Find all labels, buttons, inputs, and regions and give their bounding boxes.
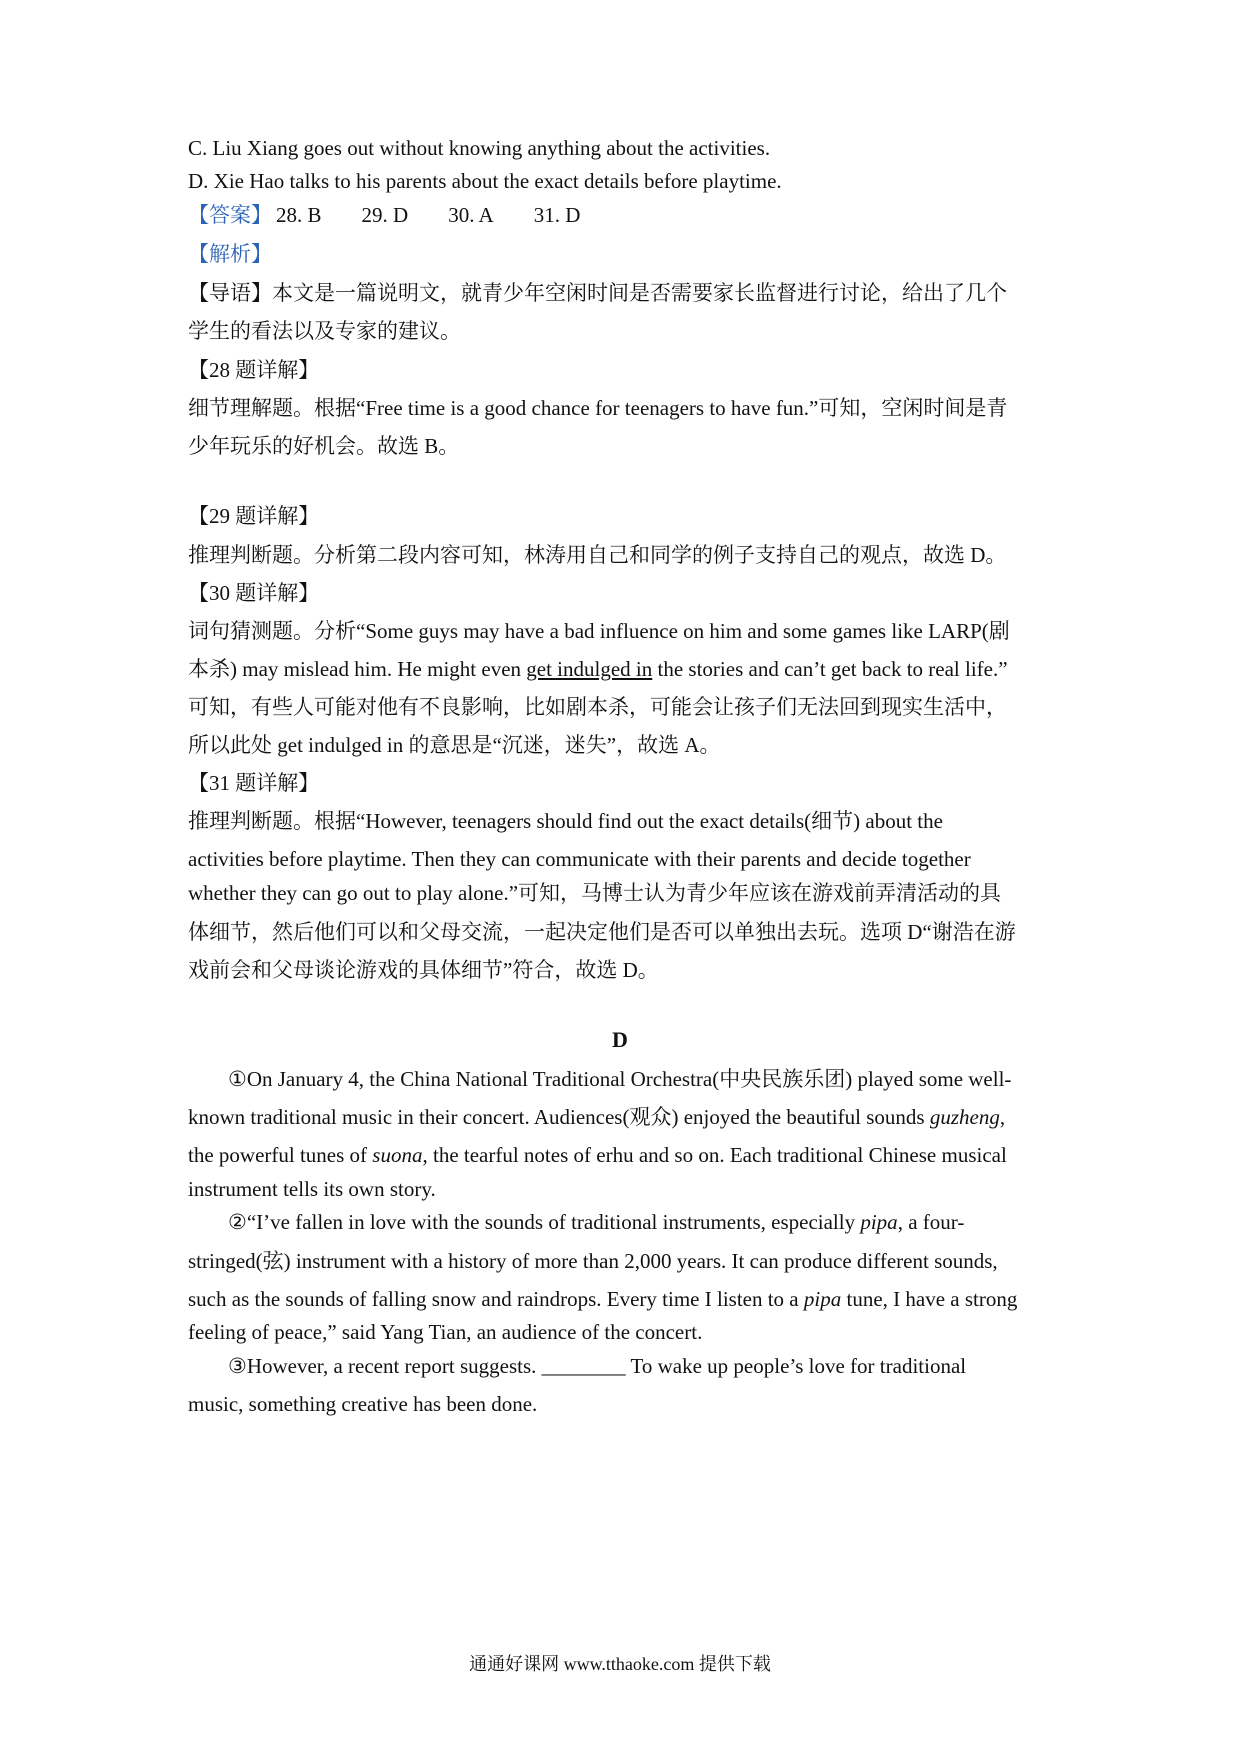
q31-title: 【31 题详解】 [188, 771, 320, 795]
italic-term: guzheng [929, 1105, 1000, 1129]
text-run: tune, I have a strong [841, 1287, 1018, 1311]
text-run: the stories and can’t get back to real life.” [652, 657, 1008, 681]
intro-line: 【导语】本文是一篇说明文，就青少年空闲时间是否需要家长监督进行讨论，给出了几个 [188, 281, 1007, 305]
q31-line: 戏前会和父母谈论游戏的具体细节”符合，故选 D。 [188, 958, 659, 982]
analysis-label: 【解析】 [188, 242, 272, 266]
text-run: 本杀) may mislead him. He might even [188, 657, 527, 681]
q30-title: 【30 题详解】 [188, 581, 320, 605]
answer-label: 【答案】 [188, 203, 272, 227]
answer-line [188, 201, 1058, 229]
option-c: C. Liu Xiang goes out without knowing anything about the activities. [188, 136, 771, 160]
q30-line: 可知，有些人可能对他有不良影响，比如剧本杀，可能会让孩子们无法回到现实生活中， [188, 695, 1007, 719]
passage-line: stringed(弦) instrument with a history of more than 2,000 years. It can produce different sounds, [188, 1249, 998, 1273]
passage-line [228, 1208, 1098, 1236]
underlined-phrase: get indulged in [526, 657, 653, 681]
answer-item: 30. A [448, 203, 494, 227]
italic-term: suona [372, 1143, 423, 1167]
q31-line: whether they can go out to play alone.”可知，马博士认为青少年应该在游戏前弄清活动的具 [188, 881, 1002, 905]
answer-item: 31. D [533, 203, 581, 227]
q31-line: 体细节，然后他们可以和父母交流，一起决定他们是否可以单独出去玩。选项 D“谢浩在游 [188, 920, 1016, 944]
section-heading: D [612, 1027, 628, 1052]
italic-term: pipa [803, 1287, 842, 1311]
answer-item: 29. D [361, 203, 409, 227]
answer-item: 28. B [276, 203, 322, 227]
q30-line: 所以此处 get indulged in 的意思是“沉迷，迷失”，故选 A。 [188, 733, 721, 757]
text-run: , a four- [897, 1210, 965, 1234]
text-run: , [999, 1105, 1006, 1129]
passage-line [188, 1141, 1058, 1169]
passage-line [188, 1285, 1058, 1313]
text-run: the powerful tunes of [188, 1143, 373, 1167]
q28-line: 细节理解题。根据“Free time is a good chance for teenagers to have fun.”可知，空闲时间是青 [188, 396, 1008, 420]
page-footer: 通通好课网 www.tthaoke.com 提供下载 [469, 1654, 771, 1674]
q31-line: activities before playtime. Then they can communicate with their parents and decide together [188, 847, 971, 871]
q30-line [188, 655, 1058, 683]
passage-line: feeling of peace,” said Yang Tian, an audience of the concert. [188, 1320, 703, 1344]
q29-line: 推理判断题。分析第二段内容可知，林涛用自己和同学的例子支持自己的观点，故选 D。 [188, 543, 1007, 567]
text-run: known traditional music in their concert. Audiences(观众) enjoyed the beautiful sounds [188, 1105, 930, 1129]
q28-line: 少年玩乐的好机会。故选 B。 [188, 434, 460, 458]
text-run: ②“I’ve fallen in love with the sounds of traditional instruments, especially [228, 1210, 861, 1234]
italic-term: pipa [860, 1210, 898, 1234]
intro-line: 学生的看法以及专家的建议。 [188, 319, 461, 343]
text-run: , the tearful notes of erhu and so on. Each traditional Chinese musical [422, 1143, 1007, 1167]
q29-title: 【29 题详解】 [188, 504, 320, 528]
passage-line: ③However, a recent report suggests. ________ To wake up people’s love for traditional [228, 1354, 967, 1378]
passage-line: instrument tells its own story. [188, 1177, 436, 1201]
q28-title: 【28 题详解】 [188, 358, 320, 382]
passage-line: ①On January 4, the China National Traditional Orchestra(中央民族乐团) played some well- [228, 1067, 1012, 1091]
option-d: D. Xie Hao talks to his parents about the exact details before playtime. [188, 169, 782, 193]
passage-line [188, 1103, 1058, 1131]
passage-line: music, something creative has been done. [188, 1392, 538, 1416]
text-run: such as the sounds of falling snow and raindrops. Every time I listen to a [188, 1287, 804, 1311]
q30-line: 词句猜测题。分析“Some guys may have a bad influence on him and some games like LARP(剧 [188, 619, 1010, 643]
q31-line: 推理判断题。根据“However, teenagers should find out the exact details(细节) about the [188, 809, 943, 833]
